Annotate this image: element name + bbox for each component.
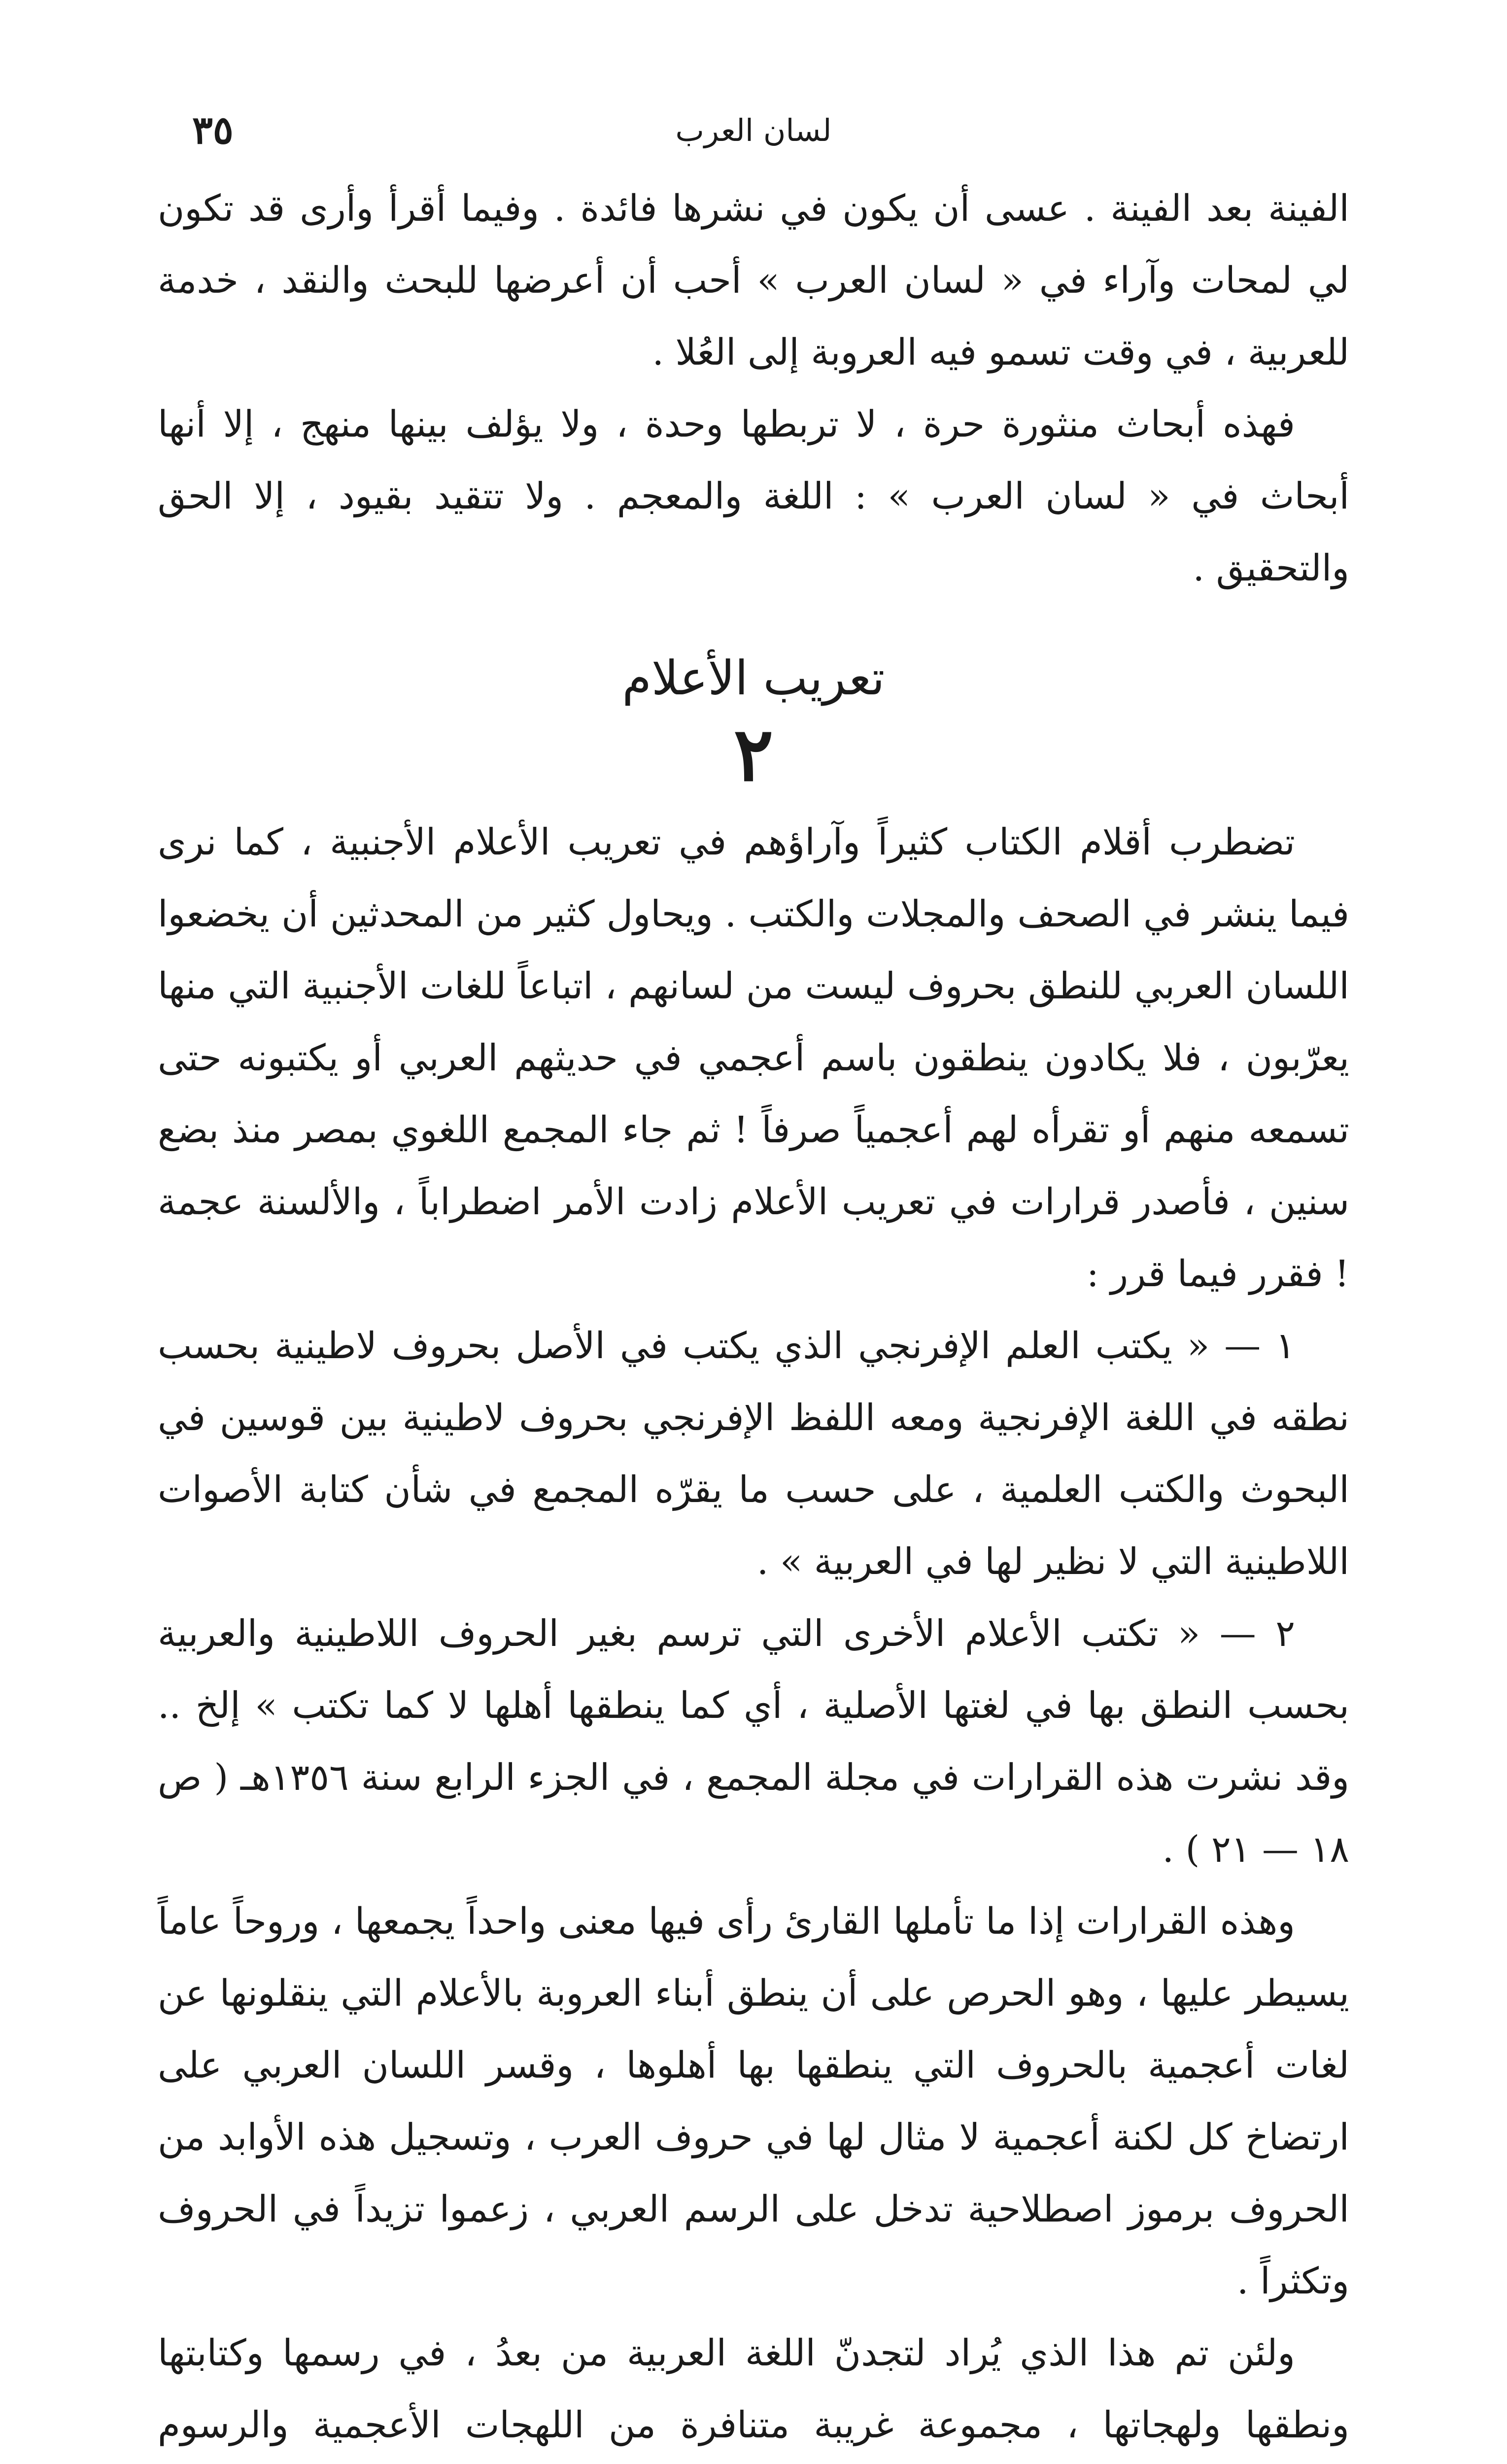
page-body — [158, 172, 1349, 2464]
section-paragraph-3: ٢ — « تكتب الأعلام الأخرى التي ترسم بغير الحروف اللاطينية والعربية بحسب النطق بها في لغتها الأصلية ، أي كما ينطقها أهلها لا كما تكتب » إلخ .. وقد نشرت هذه القرارات في مجلة المجمع ، في الجزء الرابع سنة ١٣٥٦هـ ( ص ١٨ — ٢١ ) . — [158, 1612, 1349, 1871]
page-header — [163, 103, 1344, 158]
section-paragraph-5: ولئن تم هذا الذي يُراد لتجدنّ اللغة العربية من بعدُ ، في رسمها وكتابتها ونطقها ولهجاتها ، مجموعة غريبة متنافرة من اللهجات الأعجمية والرسوم — [158, 2332, 1349, 2446]
section-paragraph-1: تضطرب أقلام الكتاب كثيراً وآراؤهم في تعريب الأعلام الأجنبية ، كما نرى فيما ينشر في الصحف والمجلات والكتب . ويحاول كثير من المحدثين أن يخضعوا اللسان العربي للنطق بحروف ليست من لسانهم ، اتباعاً للغات الأجنبية التي منها يعرّبون ، فلا يكادون ينطقون باسم أعجمي في حديثهم العربي أو يكتبونه حتى تسمعه منهم أو تقرأه لهم أعجمياً صرفاً ! ثم جاء المجمع اللغوي بمصر منذ بضع سنين ، فأصدر قرارات في تعريب الأعلام زادت الأمر اضطراباً ، والألسنة عجمة ! فقرر فيما قرر : — [158, 821, 1349, 1295]
section-title: تعريب الأعلام — [622, 650, 885, 706]
intro-paragraph-1: الفينة بعد الفينة . عسى أن يكون في نشرها فائدة . وفيما أقرأ وأرى قد تكون لي لمحات وآراء في « لسان العرب » أحب أن أعرضها للبحث والنقد ، خدمة للعربية ، في وقت تسمو فيه العروبة إلى العُلا . — [158, 187, 1349, 374]
intro-block — [158, 172, 1349, 604]
section-paragraph-2: ١ — « يكتب العلم الإفرنجي الذي يكتب في الأصل بحروف لاطينية بحسب نطقه في اللغة الإفرنجية ومعه اللفظ الإفرنجي بحروف لاطينية بين قوسين في البحوث والكتب العلمية ، على حسب ما يقرّه المجمع في شأن كتابة الأصوات اللاطينية التي لا نظير لها في العربية » . — [158, 1325, 1349, 1583]
section-paragraph-4: وهذه القرارات إذا ما تأملها القارئ رأى فيها معنى واحداً يجمعها ، وروحاً عاماً يسيطر عليها ، وهو الحرص على أن ينطق أبناء العروبة بالأعلام التي ينقلونها عن لغات أعجمية بالحروف التي ينطقها بها أهلوها ، وقسر اللسان العربي على ارتضاخ كل لكنة أعجمية لا مثال لها في حروف العرب ، وتسجيل هذه الأوابد من الحروف برموز اصطلاحية تدخل على الرسم العربي ، زعموا تزيداً في الحروف وتكثراً . — [158, 1900, 1349, 2302]
intro-paragraph-2: فهذه أبحاث منثورة حرة ، لا تربطها وحدة ، ولا يؤلف بينها منهج ، إلا أنها أبحاث في « لسان العرب » : اللغة والمعجم . ولا تتقيد بقيود ، إلا الحق والتحقيق . — [158, 403, 1349, 589]
page-number: ٣٥ — [192, 108, 234, 153]
running-title: لسان العرب — [675, 112, 832, 148]
section-number: ٢ — [733, 711, 774, 798]
